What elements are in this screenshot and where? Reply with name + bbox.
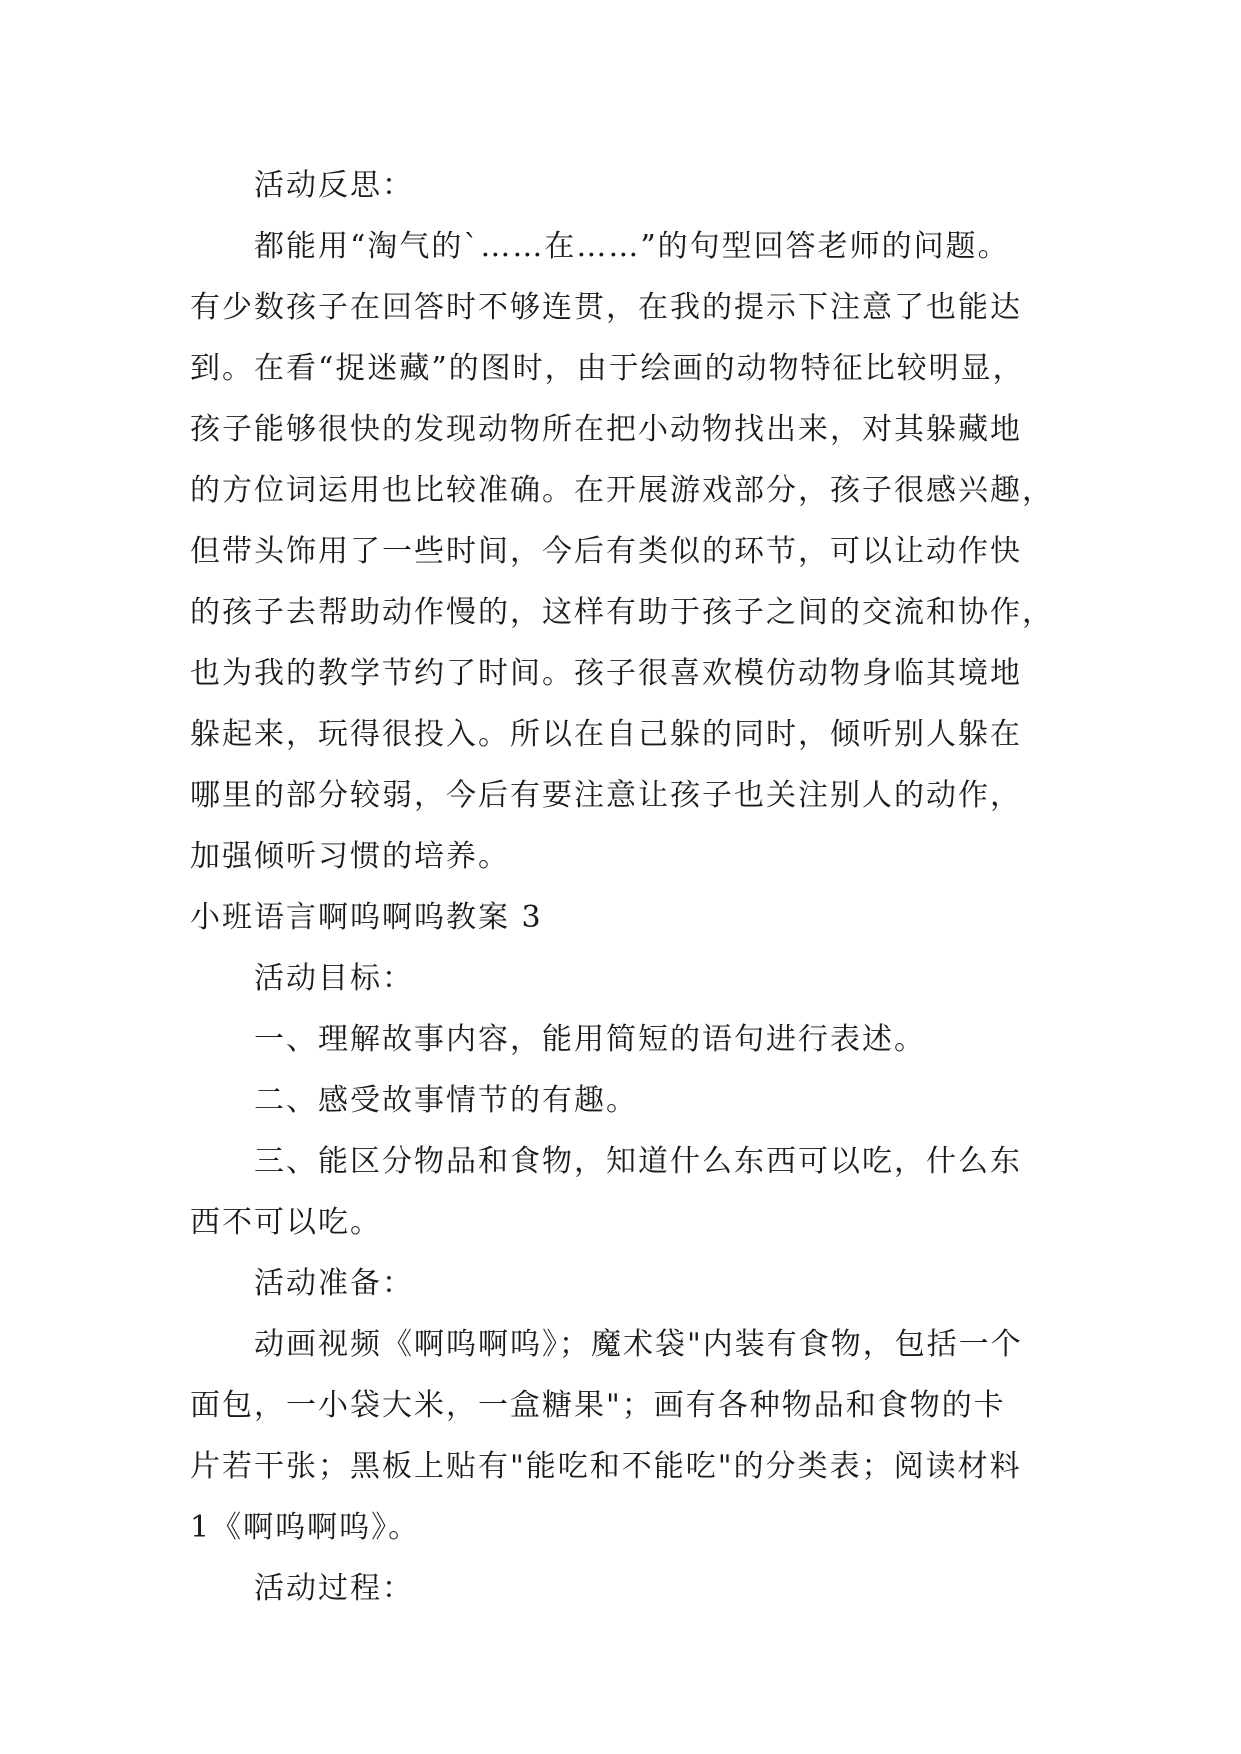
goal-item: 二、感受故事情节的有趣。 [254, 1083, 638, 1118]
goal-line: 西不可以吃。 [190, 1205, 382, 1240]
reflection-line: 的孩子去帮助动作慢的，这样有助于孩子之间的交流和协作， [190, 595, 1054, 630]
goal-item [190, 1131, 1060, 1253]
prep-line: 动画视频《啊呜啊呜》；魔术袋"内装有食物，包括一个 [254, 1327, 1023, 1362]
reflection-line: 孩子能够很快的发现动物所在把小动物找出来，对其躲藏地 [190, 412, 1022, 447]
goals-heading: 活动目标： [254, 961, 414, 996]
goal-line: 三、能区分物品和食物，知道什么东西可以吃，什么东 [254, 1144, 1022, 1179]
reflection-line: 躲起来，玩得很投入。所以在自己躲的同时，倾听别人躲在 [190, 717, 1022, 752]
process-heading: 活动过程： [254, 1571, 414, 1606]
reflection-line: 加强倾听习惯的培养。 [190, 839, 510, 874]
prep-line: 1《啊呜啊呜》。 [190, 1510, 421, 1545]
reflection-heading: 活动反思： [254, 168, 414, 203]
reflection-paragraph [190, 216, 1060, 887]
reflection-line: 到。在看“捉迷藏”的图时，由于绘画的动物特征比较明显， [190, 351, 1025, 386]
reflection-line: 但带头饰用了一些时间，今后有类似的环节，可以让动作快 [190, 534, 1022, 569]
prep-line: 片若干张；黑板上贴有"能吃和不能吃"的分类表；阅读材料 [190, 1449, 1022, 1484]
reflection-line: 有少数孩子在回答时不够连贯，在我的提示下注意了也能达 [190, 290, 1022, 325]
lesson-title: 小班语言啊呜啊呜教案 3 [190, 900, 543, 935]
reflection-line: 的方位词运用也比较准确。在开展游戏部分，孩子很感兴趣， [190, 473, 1054, 508]
reflection-line: 也为我的教学节约了时间。孩子很喜欢模仿动物身临其境地 [190, 656, 1022, 691]
prep-line: 面包，一小袋大米，一盒糖果"；画有各种物品和食物的卡 [190, 1388, 1006, 1423]
prep-paragraph [190, 1314, 1060, 1558]
reflection-line: 都能用“淘气的`……在……”的句型回答老师的问题。 [254, 229, 1010, 264]
prep-heading: 活动准备： [254, 1266, 414, 1301]
reflection-line: 哪里的部分较弱，今后有要注意让孩子也关注别人的动作， [190, 778, 1022, 813]
goal-item: 一、理解故事内容，能用简短的语句进行表述。 [254, 1022, 926, 1057]
document-body [190, 155, 1060, 1619]
